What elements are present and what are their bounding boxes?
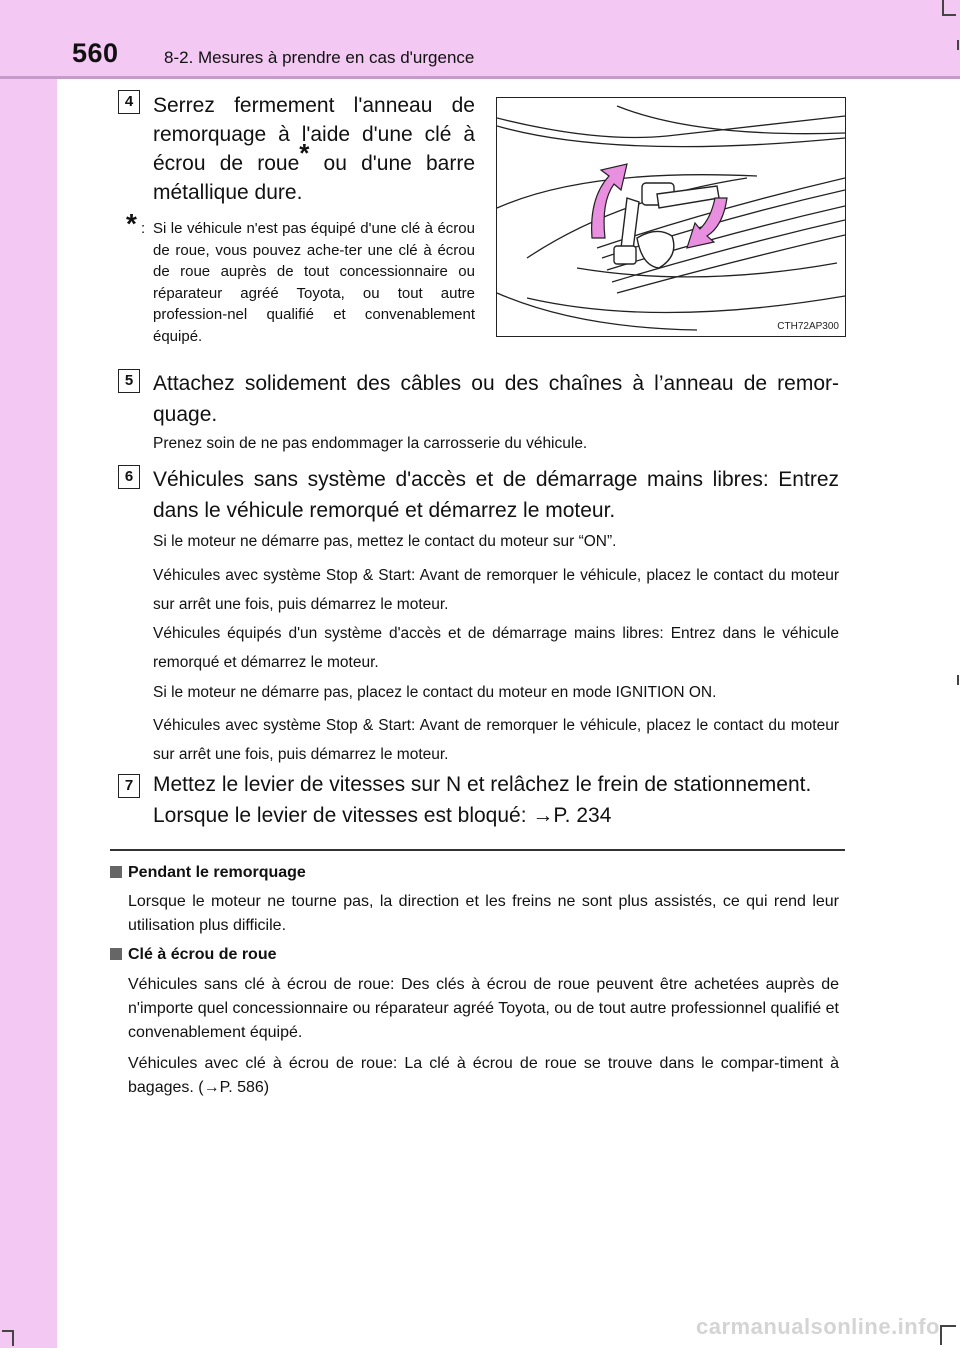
page-number: 560 bbox=[72, 38, 119, 68]
info-heading bbox=[110, 946, 277, 964]
crop-mark bbox=[957, 675, 959, 685]
section-title: 8-2. Mesures à prendre en cas d'urgence bbox=[164, 48, 475, 67]
step-6-note: Véhicules avec système Stop & Start: Avant de remorquer le véhicule, placez le contact du moteur sur arrêt une fois, puis démarrez le moteur. bbox=[153, 567, 839, 613]
step-number-badge: 5 bbox=[118, 369, 140, 393]
step-4-line: Serrez fermement l'anneau de bbox=[153, 94, 475, 117]
step-6-note: Véhicules avec système Stop & Start: Avant de remorquer le véhicule, placez le contact du moteur sur arrêt une fois, puis démarrez le moteur. bbox=[153, 717, 839, 763]
step-6-text: Véhicules sans système d'accès et de démarrage mains libres: Entrez dans le véhicule remorqué et démarrez le moteur. bbox=[153, 468, 839, 522]
crop-mark bbox=[940, 1325, 942, 1345]
step-4-line bbox=[153, 138, 475, 179]
info-heading-text: Pendant le remorquage bbox=[128, 864, 306, 881]
info-paragraph: Lorsque le moteur ne tourne pas, la direction et les freins ne sont plus assistés, ce qui rend leur utilisation plus difficile. bbox=[128, 893, 839, 934]
crop-mark bbox=[940, 1325, 956, 1327]
left-margin-band bbox=[0, 0, 57, 1348]
info-heading-text: Clé à écrou de roue bbox=[128, 946, 277, 963]
square-bullet-icon bbox=[110, 866, 122, 878]
footnote-ref: * bbox=[299, 138, 310, 168]
tow-eye-drawing bbox=[497, 98, 845, 336]
crop-mark bbox=[957, 40, 959, 50]
crop-mark bbox=[2, 1330, 14, 1332]
crop-mark bbox=[12, 1330, 14, 1346]
step-number-badge: 4 bbox=[118, 90, 140, 114]
step-7-text: Mettez le levier de vitesses sur N et relâchez le frein de stationnement. bbox=[153, 773, 812, 796]
figure-code: CTH72AP300 bbox=[777, 321, 839, 332]
step-6-note: Si le moteur ne démarre pas, placez le contact du moteur en mode IGNITION ON. bbox=[153, 684, 717, 701]
step-4-line: métallique dure. bbox=[153, 181, 303, 204]
step-5-note: Prenez soin de ne pas endommager la carrosserie du véhicule. bbox=[153, 435, 588, 452]
step-4-text-b: ou d'une barre bbox=[309, 152, 475, 175]
crop-mark bbox=[942, 0, 944, 14]
step-number-badge: 7 bbox=[118, 774, 140, 798]
info-heading bbox=[110, 864, 306, 882]
square-bullet-icon bbox=[110, 948, 122, 960]
watermark: carmanualsonline.info bbox=[696, 1314, 940, 1339]
step-4-text-a: écrou de roue bbox=[153, 152, 300, 175]
step-number-badge: 6 bbox=[118, 465, 140, 489]
info-paragraph: Véhicules avec clé à écrou de roue: La clé à écrou de roue se trouve dans le compar-timent à bagages. (→P. 586) bbox=[128, 1055, 839, 1096]
step-5-text: Attachez solidement des câbles ou des chaînes à l’anneau de remor-quage. bbox=[153, 372, 839, 426]
footnote-text: Si le véhicule n'est pas équipé d'une clé à écrou de roue, vous pouvez ache-ter une clé à écrou de roue auprès de tout concessionnaire ou réparateur agréé Toyota, ou tout autre profession-nel qualifié et convenablement équipé. bbox=[153, 220, 475, 345]
crop-mark bbox=[942, 14, 956, 16]
step-6-note: Véhicules équipés d'un système d'accès et de démarrage mains libres: Entrez dans le véhicule remorqué et démarrez le moteur. bbox=[153, 625, 839, 671]
footnote-star: * bbox=[126, 208, 137, 239]
header-rule bbox=[0, 76, 960, 79]
footnote-colon: : bbox=[141, 220, 146, 237]
step-4-line: remorquage à l'aide d'une clé à bbox=[153, 123, 475, 146]
tow-eye-illustration bbox=[496, 97, 846, 337]
step-7-text-line2: Lorsque le levier de vitesses est bloqué: →P. 234 bbox=[153, 804, 612, 827]
info-paragraph: Véhicules sans clé à écrou de roue: Des clés à écrou de roue peuvent être achetées auprès de n'importe quel concessionnaire ou réparateur agréé Toyota, ou de tout autre professionnel qualifié et convenablement équipé. bbox=[128, 976, 839, 1041]
step-6-note: Si le moteur ne démarre pas, mettez le contact du moteur sur “ON”. bbox=[153, 533, 617, 550]
section-divider bbox=[110, 849, 845, 851]
